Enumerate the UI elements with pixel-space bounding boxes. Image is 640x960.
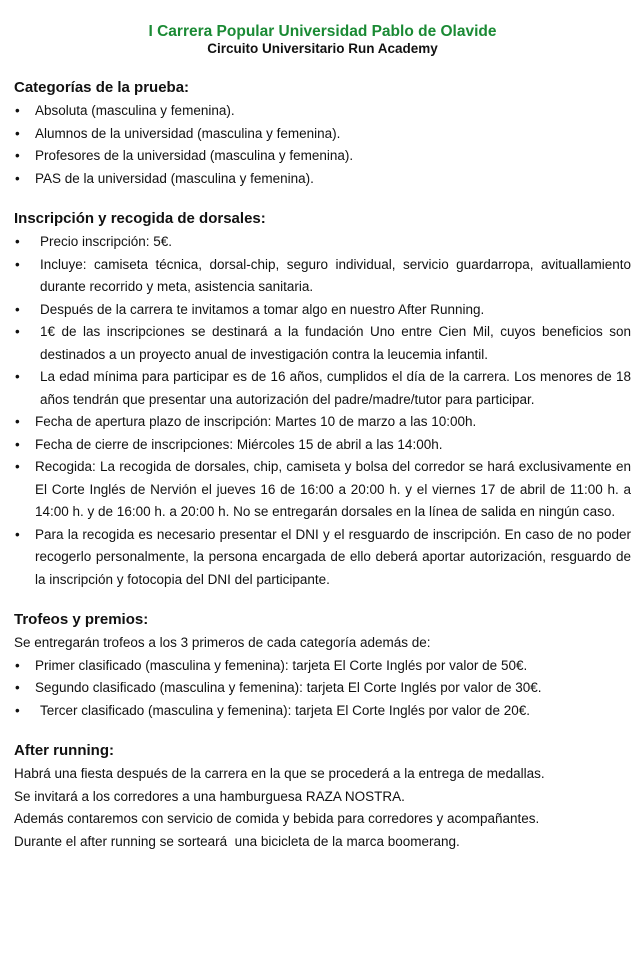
after-line: Se invitará a los corredores a una hamburguesa RAZA NOSTRA. — [14, 788, 405, 804]
list-item: • Segundo clasificado (masculina y femenina): tarjeta El Corte Inglés por valor de 30€. — [14, 677, 631, 700]
list-item: • Después de la carrera te invitamos a tomar algo en nuestro After Running. — [14, 299, 631, 322]
categorias-list — [14, 100, 631, 190]
after-section — [14, 741, 631, 853]
inscripcion-heading: Inscripción y recogida de dorsales: — [14, 210, 266, 227]
list-item: • Alumnos de la universidad (masculina y femenina). — [14, 123, 631, 146]
trofeos-intro: Se entregarán trofeos a los 3 primeros de cada categoría además de: — [14, 635, 431, 650]
list-item: • Para la recogida es necesario presentar el DNI y el resguardo de inscripción. En caso de no poder recogerlo personalmente, la persona encargada de ello deberá aportar autorización, resguardo de la inscripción y fotocopia del DNI del participante. — [14, 524, 631, 592]
list-item: • Recogida: La recogida de dorsales, chip, camiseta y bolsa del corredor se hará exclusivamente en El Corte Inglés de Nervión el jueves 16 de 16:00 a 20:00 h. y el viernes 17 de abril de 11:00 h. a 14:00 h. y de 16:00 h. a 20:00 h. No se entregarán dorsales en la línea de salida en ningún caso. — [14, 456, 631, 524]
after-line: Además contaremos con servicio de comida y bebida para corredores y acompañantes. — [14, 811, 540, 826]
document-header — [14, 22, 631, 57]
list-item: • Primer clasificado (masculina y femenina): tarjeta El Corte Inglés por valor de 50€. — [14, 655, 631, 678]
trofeos-list — [14, 655, 631, 723]
list-item: • Absoluta (masculina y femenina). — [14, 100, 631, 123]
list-item: • Incluye: camiseta técnica, dorsal-chip, seguro individual, servicio guardarropa, avituallamiento durante recorrido y meta, asistencia sanitaria. — [14, 254, 631, 299]
list-item: • La edad mínima para participar es de 16 años, cumplidos el día de la carrera. Los menores de 18 años tendrán que presentar una autorización del padre/madre/tutor para participar. — [14, 366, 631, 411]
list-item: • Fecha de apertura plazo de inscripción: Martes 10 de marzo a las 10:00h. — [14, 411, 631, 434]
inscripcion-list — [14, 231, 631, 591]
categorias-section — [14, 78, 631, 190]
page-title: I Carrera Popular Universidad Pablo de Olavide — [148, 23, 497, 40]
trofeos-heading: Trofeos y premios: — [14, 611, 149, 628]
list-item: • Tercer clasificado (masculina y femenina): tarjeta El Corte Inglés por valor de 20€. — [14, 700, 631, 723]
list-item: • Precio inscripción: 5€. — [14, 231, 631, 254]
list-item: • 1€ de las inscripciones se destinará a la fundación Uno entre Cien Mil, cuyos beneficios son destinados a un proyecto anual de investigación contra la leucemia infantil. — [14, 321, 631, 366]
list-item: • PAS de la universidad (masculina y femenina). — [14, 168, 631, 191]
after-line: Durante el after running se sorteará una bicicleta de la marca boomerang. — [14, 833, 460, 849]
list-item: • Profesores de la universidad (masculina y femenina). — [14, 145, 631, 168]
page-subtitle: Circuito Universitario Run Academy — [207, 41, 438, 56]
inscripcion-section — [14, 209, 631, 591]
after-heading: After running: — [14, 742, 114, 759]
after-line: Habrá una fiesta después de la carrera en la que se procederá a la entrega de medallas. — [14, 766, 545, 781]
list-item: • Fecha de cierre de inscripciones: Miércoles 15 de abril a las 14:00h. — [14, 434, 631, 457]
categorias-heading: Categorías de la prueba: — [14, 79, 190, 96]
trofeos-section — [14, 610, 631, 722]
